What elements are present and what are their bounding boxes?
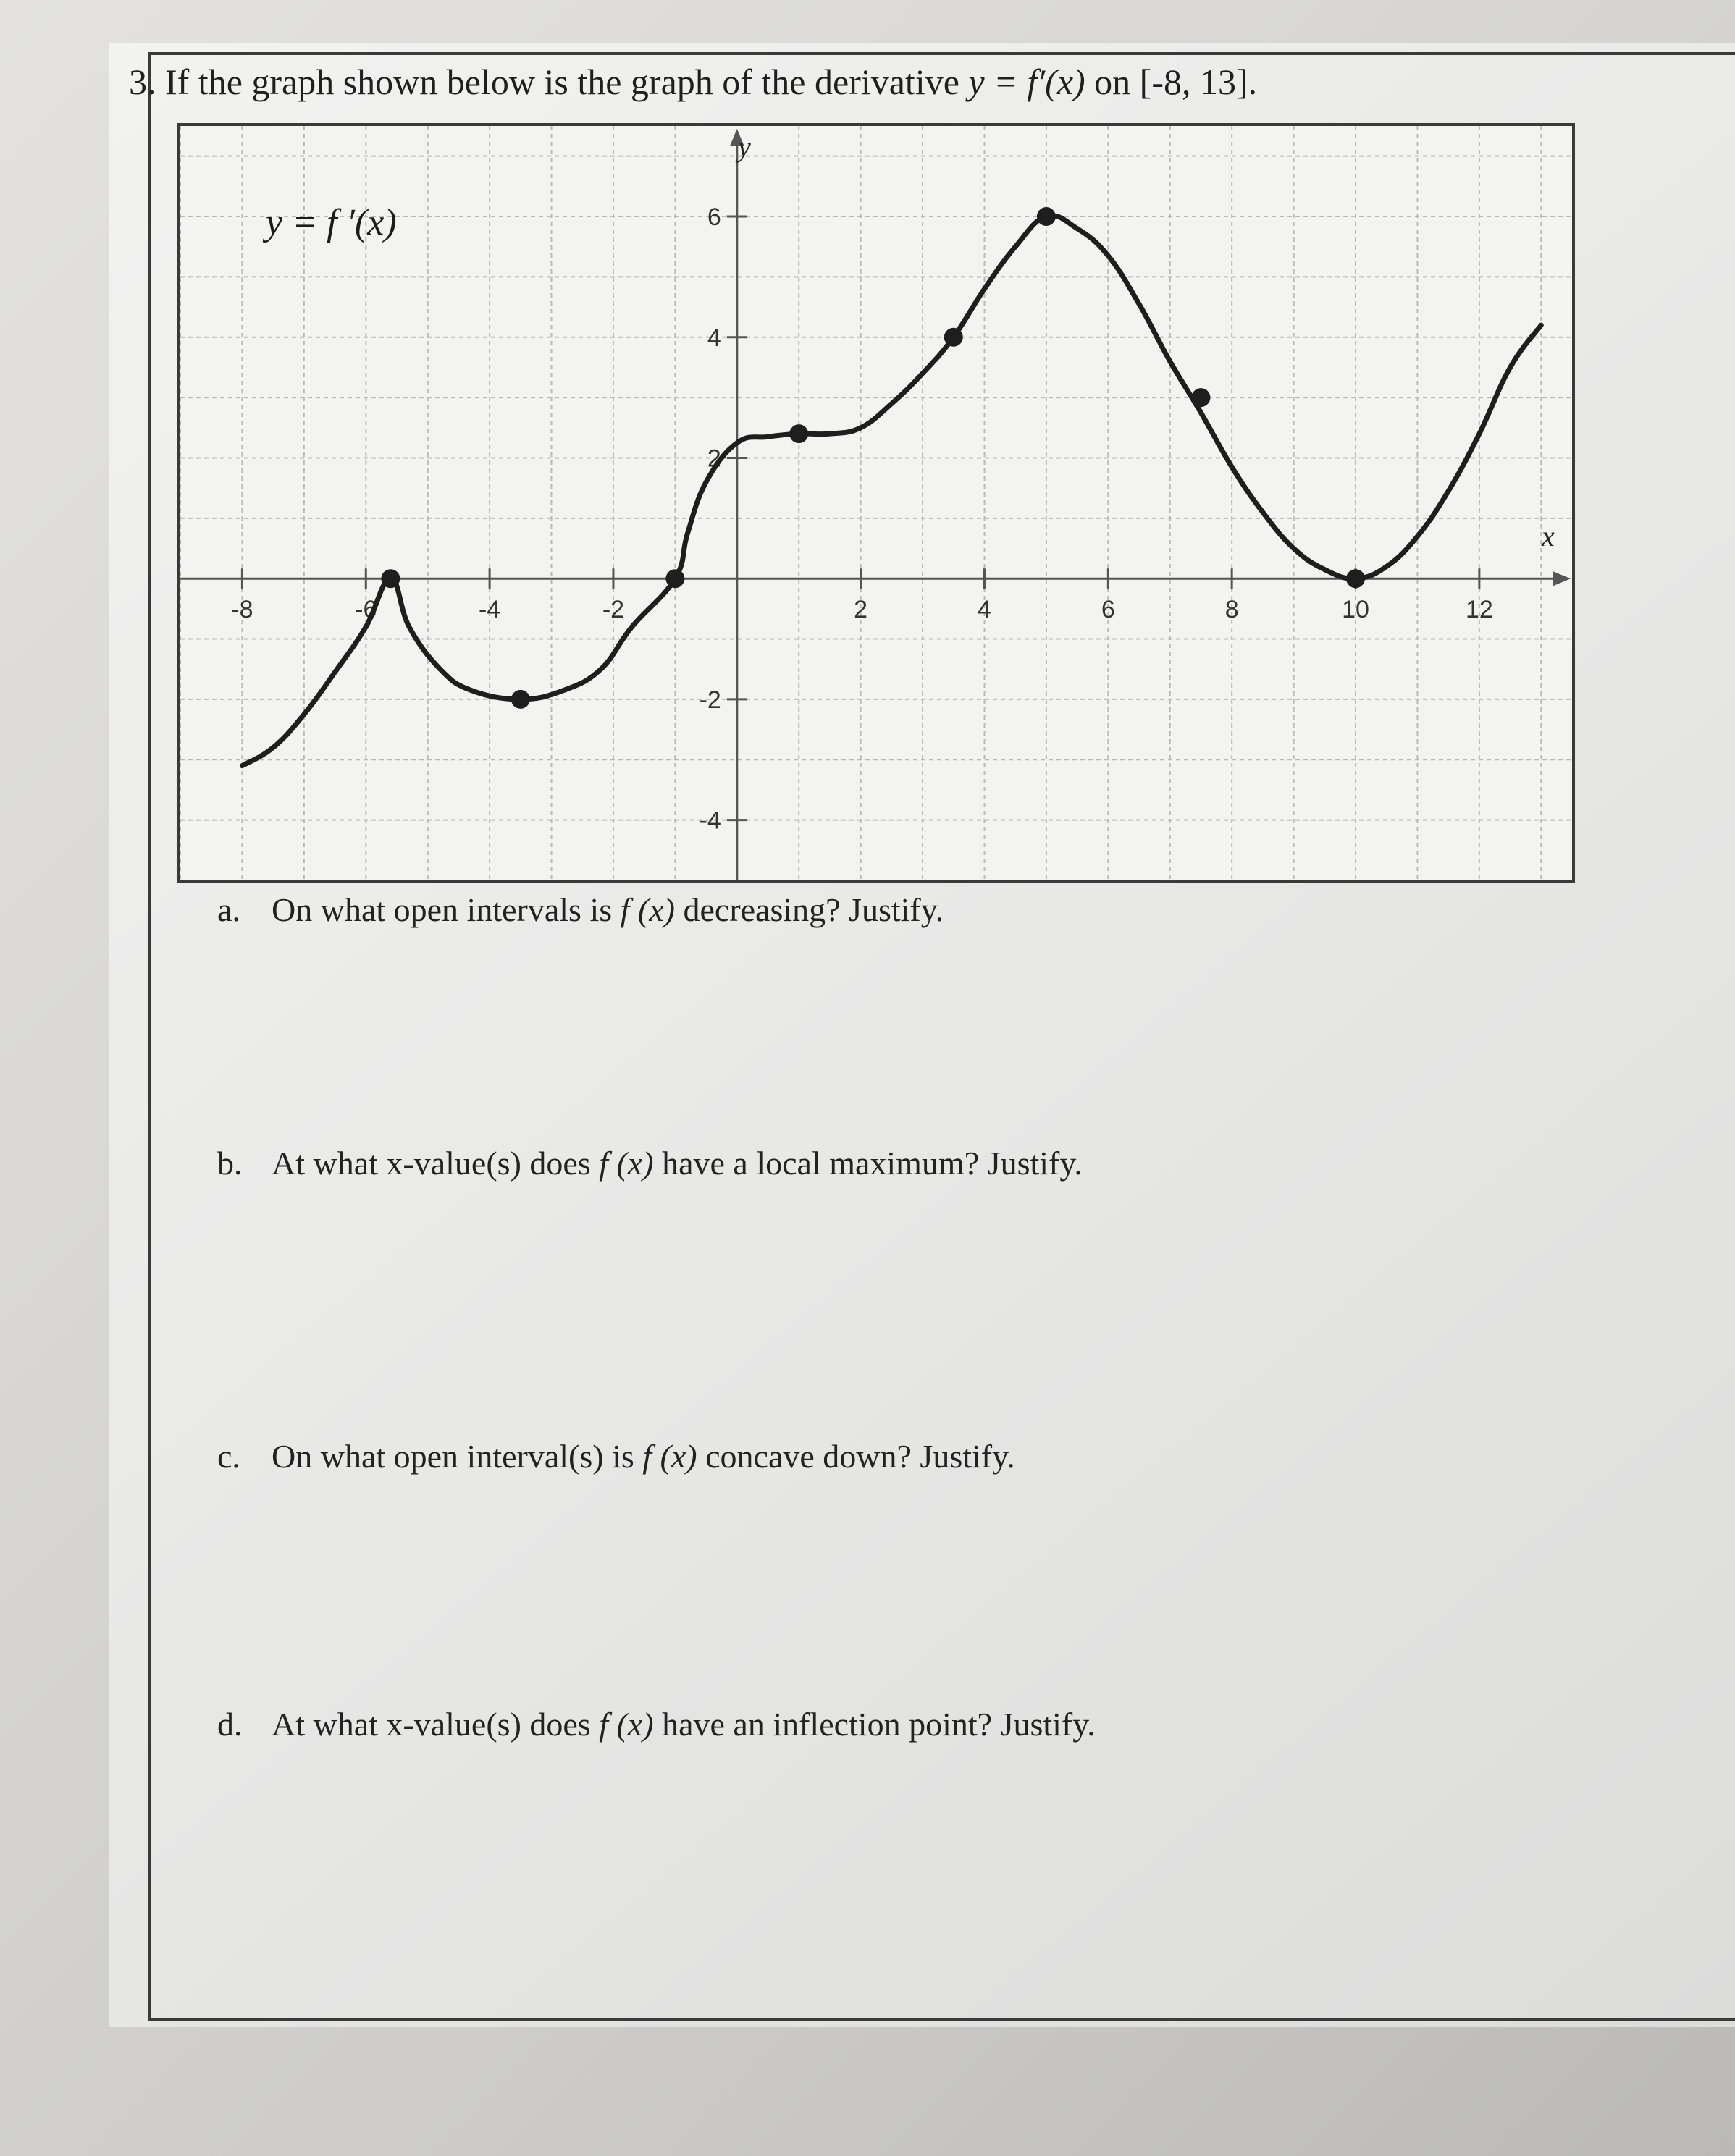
y-tick-label: 6 (707, 203, 721, 232)
answer-space-b[interactable] (217, 1195, 1593, 1426)
marked-point (1191, 388, 1210, 407)
domain-text: on [-8, 13]. (1094, 62, 1258, 102)
x-tick-label: 4 (978, 596, 991, 624)
marked-point (1037, 207, 1056, 226)
derivative-graph (177, 123, 1575, 883)
x-tick-label: 12 (1465, 596, 1493, 624)
x-tick-label: -6 (355, 596, 377, 624)
question-d-letter: d. (217, 1706, 243, 1743)
marked-point (665, 569, 684, 588)
question-d-text: At what x-value(s) does (272, 1706, 591, 1743)
question-b-text: At what x-value(s) does (272, 1145, 591, 1182)
curve-layer (242, 216, 1541, 766)
derivative-equation: y = f′(x) (968, 62, 1085, 102)
question-b-letter: b. (217, 1145, 243, 1182)
derivative-curve (242, 216, 1541, 766)
question-a-func: f (x) (620, 891, 675, 928)
y-tick-label: 4 (707, 324, 721, 352)
answer-space-c[interactable] (217, 1488, 1593, 1698)
x-tick-label: -8 (231, 596, 253, 624)
question-a-text-end: decreasing? Justify. (683, 891, 944, 928)
question-c-text: On what open interval(s) is (272, 1438, 634, 1475)
x-tick-label: 6 (1101, 596, 1115, 624)
graph-svg (180, 126, 1572, 880)
y-axis-name: y (738, 130, 751, 163)
x-axis-arrow (1553, 571, 1571, 586)
question-d (217, 1701, 1096, 1748)
marked-point (789, 424, 808, 443)
x-axis-name: x (1542, 520, 1555, 552)
question-b-func: f (x) (599, 1145, 654, 1182)
question-text: If the graph shown below is the graph of the derivative (165, 62, 959, 102)
marked-point (944, 328, 963, 347)
question-c-letter: c. (217, 1438, 240, 1475)
question-c-func: f (x) (642, 1438, 697, 1475)
answer-space-a[interactable] (217, 941, 1593, 1137)
question-title (129, 56, 1257, 107)
question-d-text-end: have an inflection point? Justify. (662, 1706, 1096, 1743)
marked-point (381, 569, 400, 588)
question-c (217, 1433, 1015, 1480)
marked-point (1346, 569, 1365, 588)
x-tick-label: 8 (1224, 596, 1239, 624)
question-a-text: On what open intervals is (272, 891, 613, 928)
question-number: 3. (129, 62, 156, 102)
answer-space-d[interactable] (217, 1756, 1593, 2002)
x-tick-label: 10 (1342, 596, 1369, 624)
curve-label: y = f ′(x) (266, 202, 397, 243)
question-b (217, 1140, 1083, 1187)
question-b-text-end: have a local maximum? Justify. (662, 1145, 1083, 1182)
y-tick-label: -2 (699, 686, 721, 714)
x-tick-label: 2 (854, 596, 868, 624)
y-tick-label: 2 (707, 445, 721, 473)
x-tick-label: -4 (478, 596, 501, 624)
y-tick-label: -4 (699, 807, 721, 835)
x-tick-label: -2 (602, 596, 625, 624)
question-d-func: f (x) (599, 1706, 654, 1743)
question-c-text-end: concave down? Justify. (705, 1438, 1015, 1475)
marked-point (511, 690, 530, 709)
question-a-letter: a. (217, 891, 240, 928)
question-a (217, 887, 944, 933)
